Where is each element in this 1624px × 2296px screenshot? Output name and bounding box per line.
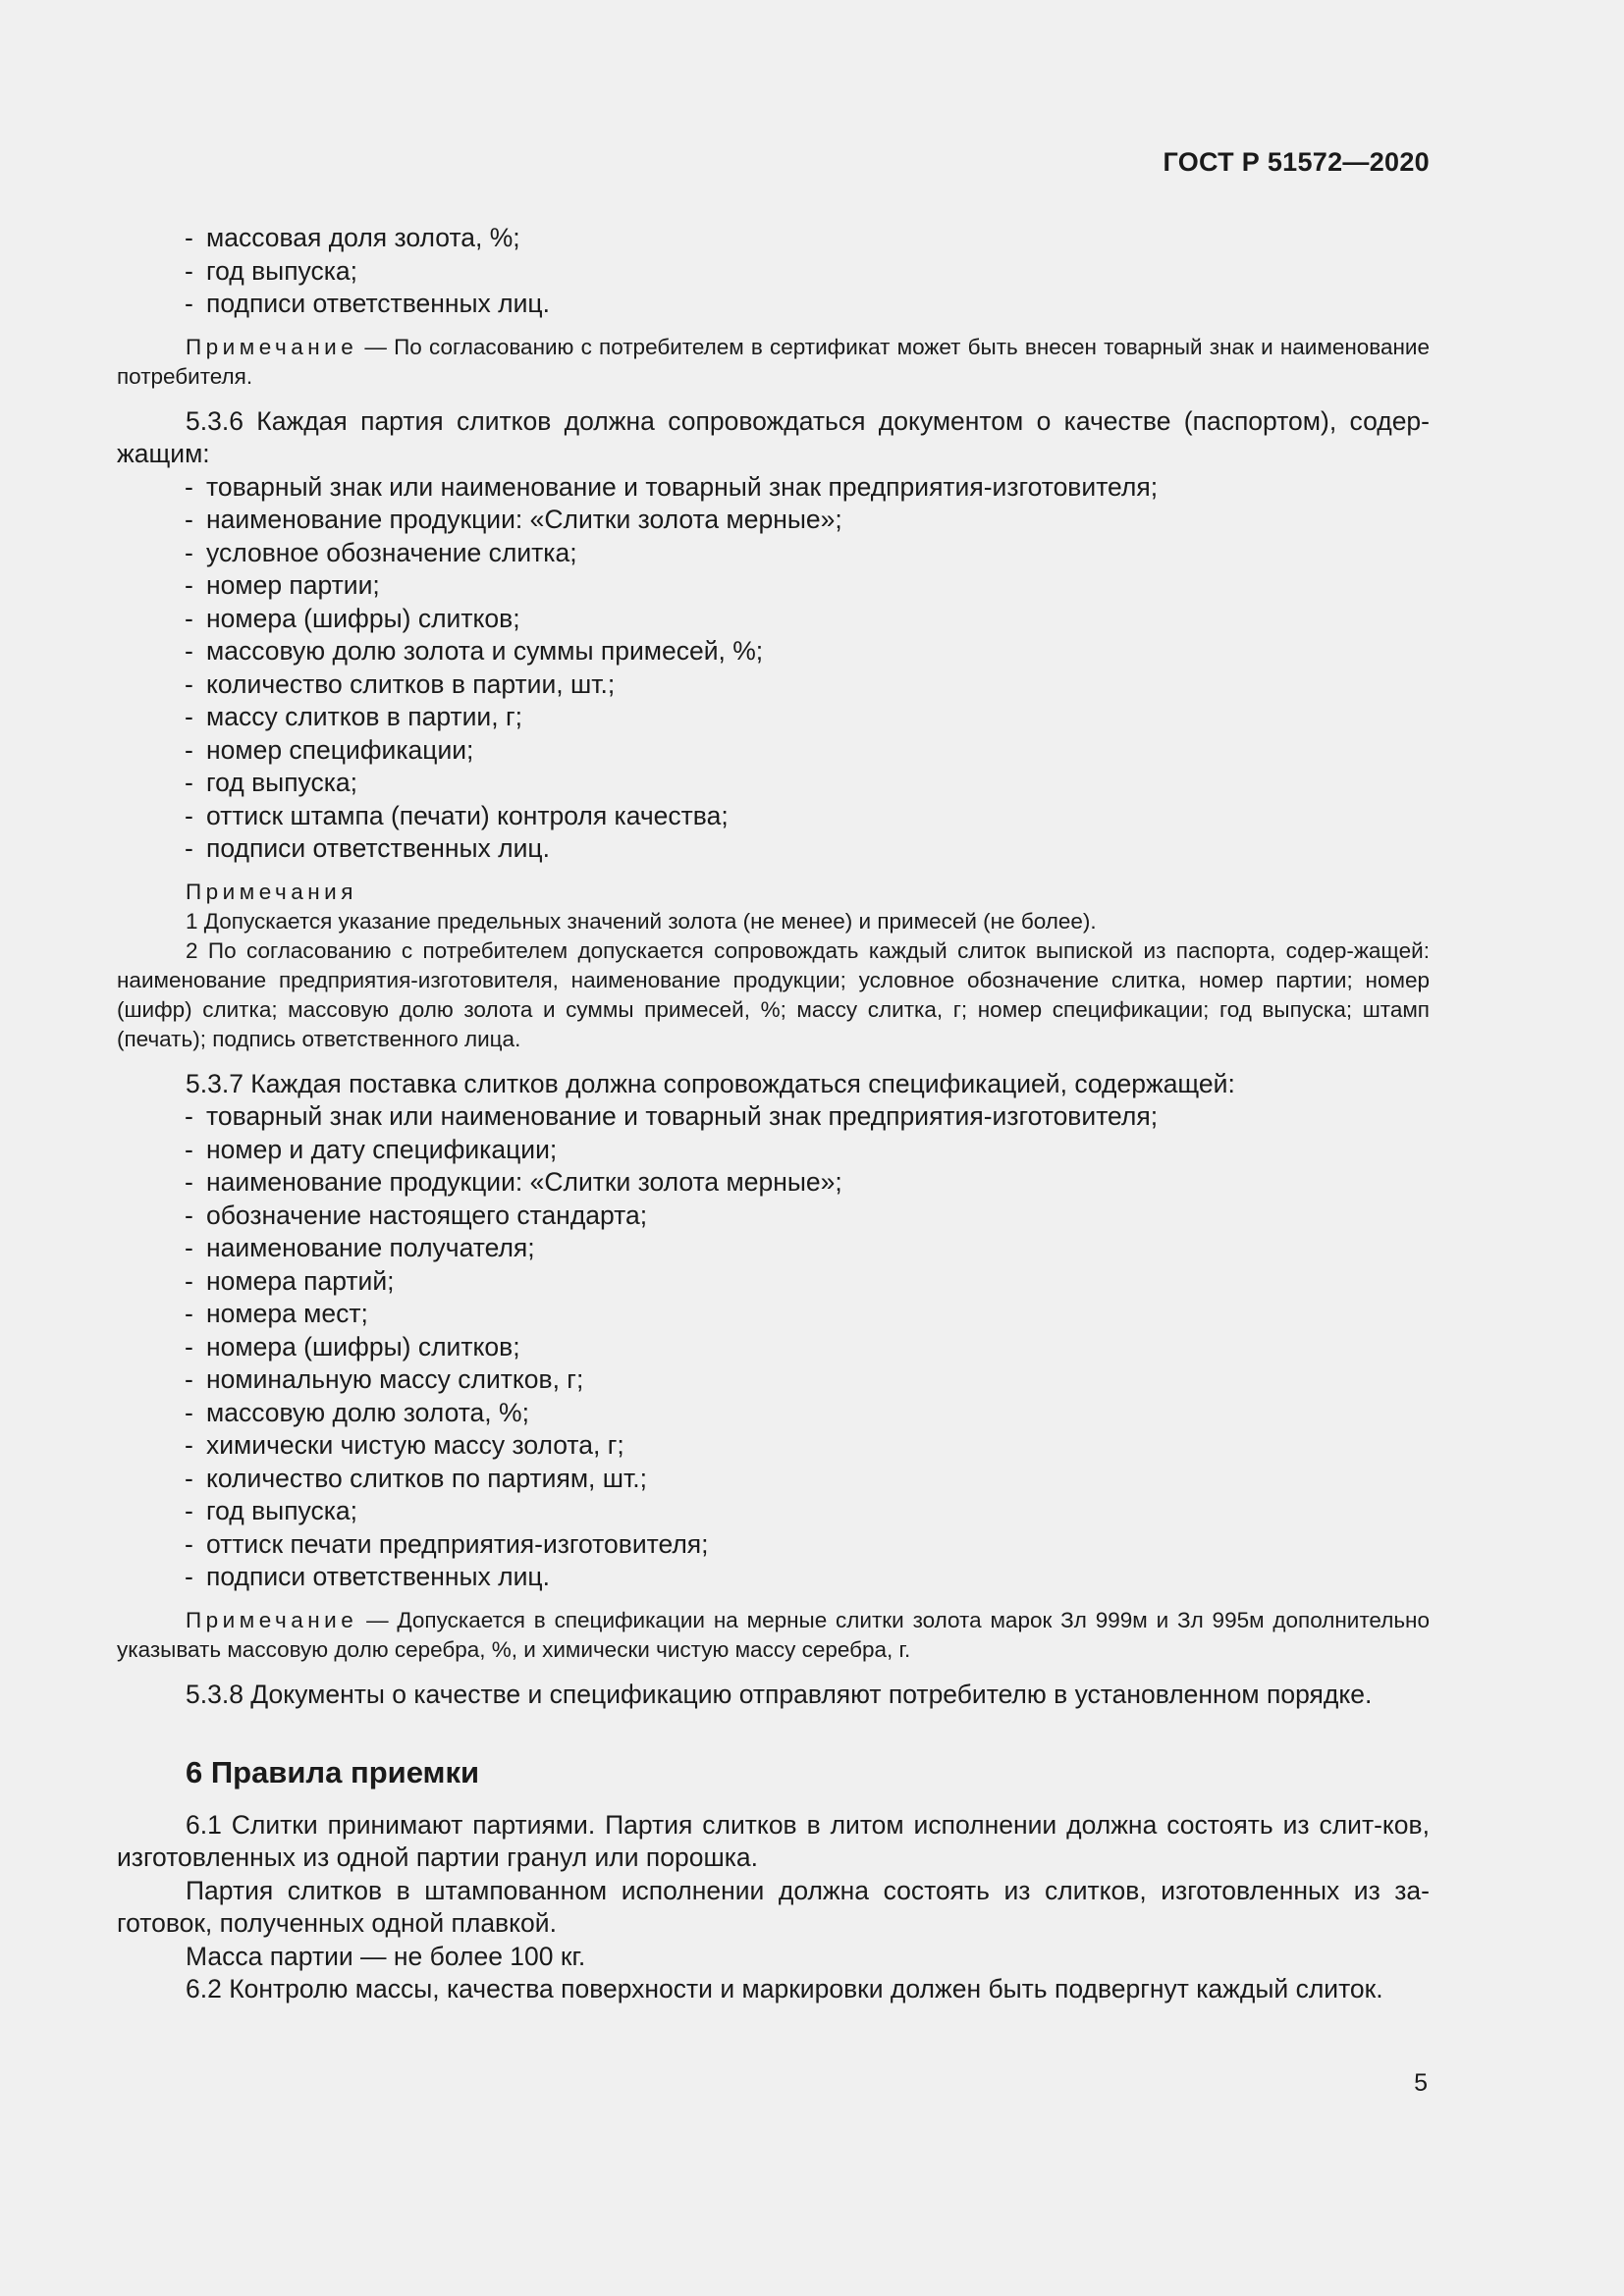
list-item: - химически чистую массу золота, г;	[185, 1430, 624, 1460]
document-code: ГОСТ Р 51572—2020	[1163, 147, 1430, 177]
list-item: - наименование продукции: «Слитки золота мерные»;	[185, 505, 842, 534]
page-content	[117, 222, 1430, 2006]
list-1	[117, 222, 1430, 321]
list-item: - наименование получателя;	[185, 1233, 535, 1262]
list-item: - массовую долю золота, %;	[185, 1397, 529, 1427]
list-item: - наименование продукции: «Слитки золота мерные»;	[185, 1167, 842, 1197]
notes-2	[117, 878, 1430, 907]
list-item: - оттиск штампа (печати) контроля качества;	[185, 800, 729, 830]
list-item: - год выпуска;	[185, 1496, 358, 1525]
note-text: — По согласованию с потребителем в сертификат может быть внесен товарный знак и наименование потребителя.	[117, 334, 1430, 389]
list-item: - номера (шифры) слитков;	[185, 1331, 520, 1362]
list-item: - массу слитков в партии, г;	[185, 702, 522, 731]
paragraph-6-1-stamped: Партия слитков в штампованном исполнении должна состоять из слитков, изготовленных из за-готовок, полученных одной плавкой.	[117, 1875, 1430, 1938]
list-item: - обозначение настоящего стандарта;	[185, 1200, 648, 1230]
list-item: - номера (шифры) слитков;	[185, 603, 520, 633]
note-item-2: 2 По согласованию с потребителем допускается сопровождать каждый слиток выпиской из паспорта, содер-жащей: наименование предприятия-изготовителя, наименование продукции; условное обозначение слитка, номер партии; номер (шифр) слитка; массовую долю золота и суммы примесей, %; массу слитка, г; номер спецификации; год выпуска; штамп (печать); подпись ответственного лица.	[117, 937, 1430, 1051]
note-label: Примечание	[186, 334, 358, 359]
note-3	[117, 1606, 1430, 1665]
list-item: - количество слитков в партии, шт.;	[185, 668, 616, 699]
paragraph-5-3-7: 5.3.7 Каждая поставка слитков должна сопровождаться спецификацией, содержащей:	[186, 1068, 1235, 1098]
notes-label: Примечания	[186, 879, 357, 904]
note-item-1: 1 Допускается указание предельных значений золота (не менее) и примесей (не более).	[186, 908, 1097, 934]
list-item: - массовая доля золота, %;	[185, 223, 520, 252]
list-item: - номер и дату спецификации;	[185, 1134, 558, 1164]
list-3	[117, 1100, 1430, 1594]
list-item: - подписи ответственных лиц.	[185, 833, 550, 863]
list-item: - количество слитков по партиям, шт.;	[185, 1463, 647, 1493]
list-item: - оттиск печати предприятия-изготовителя;	[185, 1528, 709, 1559]
list-item: - условное обозначение слитка;	[185, 537, 577, 567]
list-item: - номера мест;	[185, 1299, 368, 1328]
list-item: - номер партии;	[185, 570, 380, 600]
list-item: - номер спецификации;	[185, 734, 474, 765]
list-item: - номинальную массу слитков, г;	[185, 1364, 584, 1394]
list-item: - год выпуска;	[185, 255, 358, 286]
list-item: - товарный знак или наименование и товарный знак предприятия-изготовителя;	[185, 471, 1159, 502]
paragraph-6-1: 6.1 Слитки принимают партиями. Партия слитков в литом исполнении должна состоять из слит-ков, изготовленных из одной партии гранул или порошка.	[117, 1809, 1430, 1872]
note-text: — Допускается в спецификации на мерные слитки золота марок Зл 999м и Зл 995м дополнительно указывать массовую долю серебра, %, и химически чистую массу серебра, г.	[117, 1607, 1430, 1662]
list-item: - подписи ответственных лиц.	[185, 1562, 550, 1591]
list-item: - год выпуска;	[185, 768, 358, 797]
list-item: - товарный знак или наименование и товарный знак предприятия-изготовителя;	[185, 1101, 1159, 1131]
list-2	[117, 471, 1430, 866]
list-item: - подписи ответственных лиц.	[185, 289, 550, 318]
list-item: - массовую долю золота и суммы примесей, %;	[185, 636, 764, 666]
paragraph-6-1-mass: Масса партии — не более 100 кг.	[186, 1941, 586, 1971]
note-label: Примечание	[186, 1607, 358, 1632]
paragraph-5-3-6: 5.3.6 Каждая партия слитков должна сопровождаться документом о качестве (паспортом), содер-жащим:	[117, 405, 1430, 468]
list-item: - номера партий;	[185, 1265, 395, 1296]
page-number: 5	[1414, 2069, 1428, 2097]
paragraph-5-3-8: 5.3.8 Документы о качестве и спецификацию отправляют потребителю в установленном порядке.	[186, 1679, 1373, 1709]
paragraph-6-2: 6.2 Контролю массы, качества поверхности и маркировки должен быть подвергнут каждый слиток.	[186, 1974, 1383, 2003]
note-1	[117, 333, 1430, 392]
section-title: 6 Правила приемки	[186, 1755, 480, 1789]
